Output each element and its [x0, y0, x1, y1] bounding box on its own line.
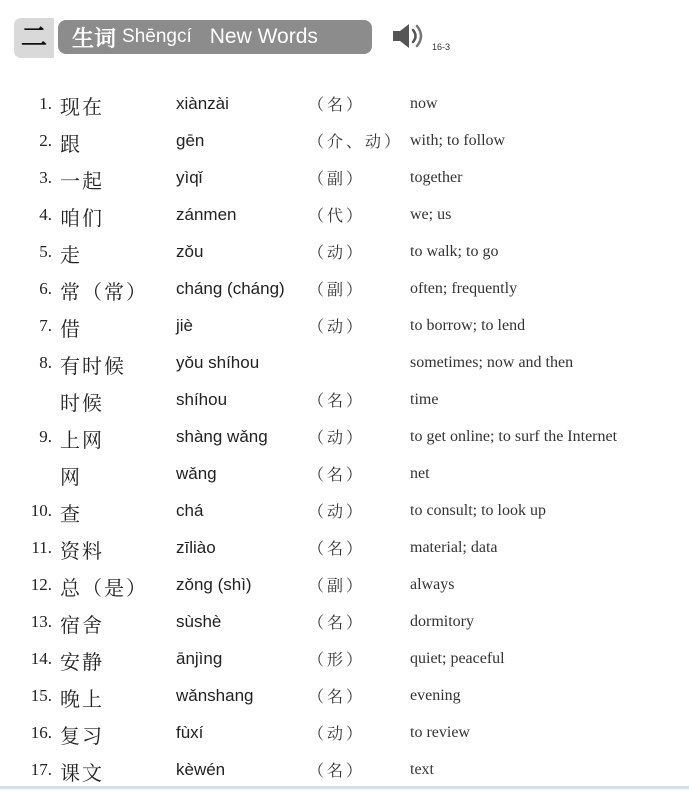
vocab-english: we; us — [410, 206, 452, 223]
vocab-part-of-speech: （名） — [308, 465, 366, 484]
vocab-number: 8. — [39, 353, 52, 372]
vocab-english: material; data — [410, 539, 498, 556]
vocab-english: to get online; to surf the Internet — [410, 428, 618, 445]
vocab-part-of-speech: （名） — [308, 613, 366, 632]
section-number-box — [14, 18, 54, 58]
vocab-english: sometimes; now and then — [410, 354, 574, 371]
vocab-part-of-speech: （代） — [308, 206, 366, 225]
vocab-hanzi: 一起 — [60, 169, 104, 193]
vocab-row — [0, 641, 689, 678]
vocab-pinyin: wǎng — [176, 464, 217, 483]
vocab-part-of-speech: （动） — [308, 724, 366, 743]
vocab-number: 1. — [39, 94, 52, 113]
vocab-number: 9. — [39, 427, 52, 446]
vocab-hanzi: 总（是） — [60, 576, 148, 600]
vocab-row — [0, 234, 689, 271]
vocab-row — [0, 271, 689, 308]
vocab-hanzi: 跟 — [60, 132, 82, 156]
vocab-hanzi: 资料 — [60, 539, 104, 563]
vocab-part-of-speech: （名） — [308, 761, 366, 780]
vocabulary-list — [0, 86, 689, 789]
vocab-row — [0, 530, 689, 567]
vocab-pinyin: jiè — [176, 316, 194, 335]
vocab-hanzi: 常（常） — [60, 280, 148, 304]
vocab-row — [0, 382, 689, 419]
vocab-row — [0, 160, 689, 197]
vocab-row — [0, 345, 689, 382]
vocab-pinyin: cháng (cháng) — [176, 279, 285, 298]
vocab-english: to review — [410, 724, 470, 741]
vocab-number: 15. — [30, 686, 52, 705]
vocab-hanzi: 时候 — [60, 391, 104, 415]
vocab-row — [0, 567, 689, 604]
vocab-hanzi: 复习 — [60, 724, 104, 748]
vocab-part-of-speech: （名） — [308, 539, 366, 558]
vocab-english: now — [410, 95, 438, 112]
vocab-row — [0, 715, 689, 752]
vocab-part-of-speech: （动） — [308, 428, 366, 447]
vocab-row — [0, 308, 689, 345]
vocab-part-of-speech: （动） — [308, 502, 366, 521]
vocab-english: quiet; peaceful — [410, 650, 505, 667]
vocab-pinyin: wǎnshang — [176, 686, 254, 705]
vocab-hanzi: 课文 — [60, 761, 104, 785]
section-number: 二 — [20, 23, 47, 53]
vocab-pinyin: ānjìng — [176, 649, 223, 668]
vocab-hanzi: 借 — [60, 317, 82, 341]
page-bottom-divider — [0, 786, 689, 789]
vocab-pinyin: sùshè — [176, 612, 222, 631]
vocab-hanzi: 咱们 — [60, 206, 104, 230]
vocab-english: often; frequently — [410, 280, 518, 297]
vocab-number: 11. — [31, 538, 52, 557]
vocab-hanzi: 现在 — [60, 95, 104, 119]
vocab-hanzi: 走 — [60, 243, 82, 267]
section-title-chinese: 生词 — [72, 26, 117, 52]
vocab-pinyin: zīliào — [176, 538, 216, 557]
section-title-english: New Words — [209, 25, 318, 48]
vocab-row — [0, 197, 689, 234]
vocab-number: 2. — [39, 131, 52, 150]
vocab-number: 12. — [30, 575, 52, 594]
vocab-english: always — [410, 576, 455, 593]
vocab-english: together — [410, 169, 463, 186]
vocab-pinyin: yìqǐ — [176, 168, 203, 187]
vocab-english: to borrow; to lend — [410, 317, 526, 334]
vocab-part-of-speech: （动） — [308, 317, 366, 336]
vocab-part-of-speech: （名） — [308, 687, 366, 706]
vocab-number: 5. — [39, 242, 52, 261]
vocab-part-of-speech: （副） — [308, 576, 366, 595]
vocab-pinyin: yǒu shíhou — [176, 353, 260, 372]
vocab-row — [0, 86, 689, 123]
vocab-english: evening — [410, 687, 461, 704]
vocab-pinyin: shíhou — [176, 390, 228, 409]
speaker-icon[interactable] — [390, 21, 430, 51]
vocab-hanzi: 查 — [60, 502, 82, 526]
vocab-english: dormitory — [410, 613, 474, 630]
vocab-row — [0, 604, 689, 641]
vocab-number: 16. — [30, 723, 52, 742]
vocab-hanzi: 安静 — [60, 650, 104, 674]
vocab-part-of-speech: （副） — [308, 169, 366, 188]
vocab-pinyin: xiànzài — [176, 94, 229, 113]
vocab-pinyin: kèwén — [176, 760, 226, 779]
section-title-pinyin: Shēngcí — [122, 26, 192, 47]
vocab-number: 7. — [39, 316, 52, 335]
vocab-part-of-speech: （动） — [308, 243, 366, 262]
section-title — [58, 20, 372, 54]
vocab-row — [0, 123, 689, 160]
vocab-hanzi: 晚上 — [60, 687, 104, 711]
vocab-pinyin: zǒu — [176, 242, 204, 261]
vocab-pinyin: gēn — [176, 131, 205, 150]
vocab-row — [0, 678, 689, 715]
vocab-part-of-speech: （副） — [308, 280, 366, 299]
vocab-pinyin: fùxí — [176, 723, 204, 742]
vocab-english: with; to follow — [410, 132, 506, 149]
vocab-pinyin: chá — [176, 501, 204, 520]
vocab-part-of-speech: （名） — [308, 391, 366, 410]
vocab-row — [0, 752, 689, 789]
track-number: 16-3 — [432, 42, 451, 52]
vocab-number: 17. — [30, 760, 52, 779]
vocab-number: 10. — [30, 501, 52, 520]
vocab-hanzi: 有时候 — [60, 354, 126, 378]
vocab-part-of-speech: （形） — [308, 650, 366, 669]
vocab-number: 4. — [39, 205, 52, 224]
vocab-english: text — [410, 761, 434, 778]
vocab-row — [0, 419, 689, 456]
vocab-english: to consult; to look up — [410, 502, 546, 519]
vocab-number: 6. — [39, 279, 52, 298]
vocab-english: time — [410, 391, 439, 408]
vocab-hanzi: 网 — [60, 465, 82, 489]
vocab-hanzi: 宿舍 — [60, 613, 104, 637]
vocab-hanzi: 上网 — [60, 428, 104, 452]
vocab-row — [0, 493, 689, 530]
vocab-number: 13. — [30, 612, 52, 631]
vocab-english: to walk; to go — [410, 243, 499, 260]
vocab-english: net — [410, 465, 430, 482]
vocab-number: 14. — [30, 649, 52, 668]
vocab-part-of-speech: （介、动） — [308, 132, 404, 151]
vocab-pinyin: zǒng (shì) — [176, 575, 252, 594]
vocab-part-of-speech: （名） — [308, 95, 366, 114]
section-header — [14, 18, 372, 58]
vocab-pinyin: zánmen — [176, 205, 237, 224]
vocab-pinyin: shàng wǎng — [176, 427, 268, 446]
vocab-number: 3. — [39, 168, 52, 187]
vocab-row — [0, 456, 689, 493]
